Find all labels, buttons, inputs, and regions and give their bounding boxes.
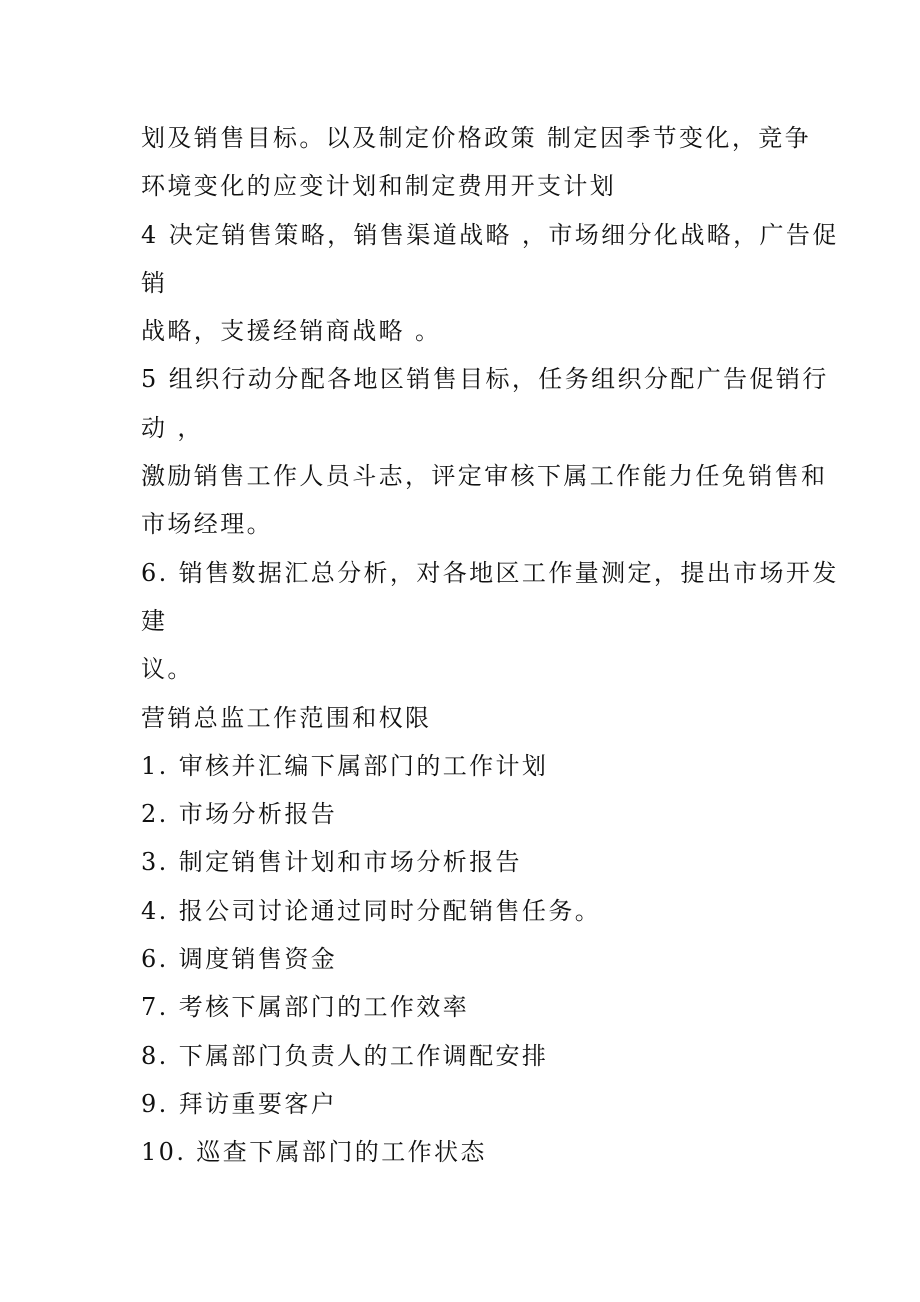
document-body — [141, 118, 839, 1181]
text-line: 战略，支援经销商战略 。 — [141, 317, 442, 346]
text-line: 建 — [141, 606, 168, 635]
list-item: 2. 市场分析报告 — [141, 800, 338, 829]
list-item: 9. 拜访重要客户 — [141, 1089, 338, 1118]
text-line: 6. 销售数据汇总分析，对各地区工作量测定，提出市场开发 — [141, 558, 839, 587]
text-line: 销 — [141, 268, 168, 297]
list-item: 7. 考核下属部门的工作效率 — [141, 993, 470, 1022]
list-item: 4. 报公司讨论通过同时分配销售任务。 — [141, 896, 602, 925]
list-item: 10. 巡查下属部门的工作状态 — [141, 1138, 487, 1167]
list-item: 1. 审核并汇编下属部门的工作计划 — [141, 751, 549, 780]
text-line: 激励销售工作人员斗志，评定审核下属工作能力任免销售和 — [141, 462, 828, 491]
text-line: 议。 — [141, 655, 194, 684]
list-item: 6. 调度销售资金 — [141, 945, 338, 974]
text-line: 4 决定销售策略，销售渠道战略 ，市场细分化战略，广告促 — [141, 220, 839, 249]
text-line: 动 ， — [141, 413, 204, 442]
list-item: 3. 制定销售计划和市场分析报告 — [141, 848, 522, 877]
text-line: 划及销售目标。以及制定价格政策 制定因季节变化，竞争 — [141, 124, 812, 152]
list-item: 8. 下属部门负责人的工作调配安排 — [141, 1041, 549, 1070]
text-line: 5 组织行动分配各地区销售目标，任务组织分配广告促销行 — [141, 365, 829, 394]
text-line: 环境变化的应变计划和制定费用开支计划 — [141, 172, 617, 201]
section-heading: 营销总监工作范围和权限 — [141, 703, 432, 732]
text-line: 市场经理。 — [141, 510, 273, 539]
